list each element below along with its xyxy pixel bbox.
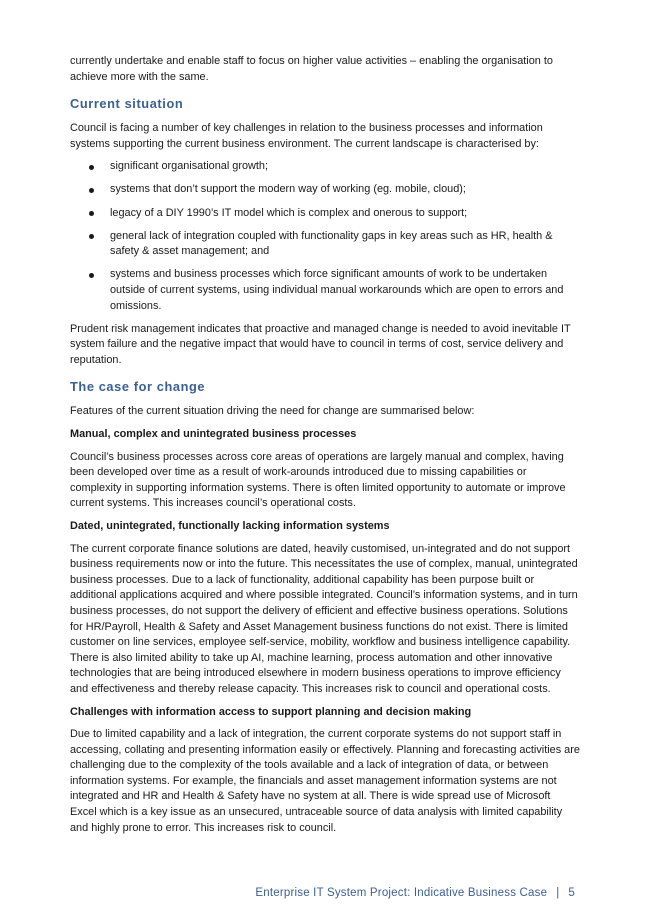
list-item — [70, 159, 580, 175]
footer-separator: | — [556, 887, 560, 899]
page-number: 5 — [568, 887, 575, 899]
footer-title: Enterprise IT System Project: Indicative Business Case — [255, 887, 548, 899]
case-for-change-intro: Features of the current situation driving the need for change are summarised below: — [70, 405, 475, 418]
list-item — [70, 206, 580, 222]
current-situation-intro: Council is facing a number of key challenges in relation to the business processes and information systems supporting the current business environment. The current landscape is characterised by: — [70, 122, 543, 150]
body-information-access: Due to limited capability and a lack of integration, the current corporate systems do not support staff in accessing, collating and presenting information easily or effectively. Planning and forecasting activities are challenging due to the complexity of the tools available and a lack of integration of data, or between information systems. For example, the financials and asset management information systems are not integrated and HR and Health & Safety have no system at all. There is wide spread use of Microsoft Excel which is a key issue as an unsecured, untraceable source of data analysis with limited capability and highly prone to error. This increases risk to council. — [70, 728, 580, 834]
list-item-text: legacy of a DIY 1990’s IT model which is complex and onerous to support; — [110, 206, 468, 219]
bullet-icon — [89, 234, 94, 239]
list-item — [70, 182, 580, 198]
list-item-text: systems that don’t support the modern way of working (eg. mobile, cloud); — [110, 183, 466, 196]
subheading-manual-processes: Manual, complex and unintegrated business processes — [70, 428, 357, 440]
intro-continuation: currently undertake and enable staff to focus on higher value activities – enabling the organisation to achieve more with the same. — [70, 55, 553, 83]
bullet-icon — [89, 188, 94, 193]
bullet-icon — [89, 273, 94, 278]
body-manual-processes: Council’s business processes across core areas of operations are largely manual and complex, having been developed over time as a result of work-arounds introduced due to missing capabilities or complexity in supporting information systems. There is often limited opportunity to automate or improve current systems. This increases council’s operational costs. — [70, 450, 566, 510]
list-item — [70, 229, 580, 260]
list-item-text: significant organisational growth; — [110, 160, 269, 173]
bullet-icon — [89, 211, 94, 216]
heading-current-situation: Current situation — [70, 96, 184, 112]
list-item-text: systems and business processes which force significant amounts of work to be undertaken outside of current systems, using individual manual workarounds which are open to errors and omissions. — [110, 268, 564, 312]
heading-case-for-change: The case for change — [70, 379, 206, 395]
body-dated-systems: The current corporate finance solutions are dated, heavily customised, un-integrated and do not support business requirements now or into the future. This necessitates the use of complex, manual, unintegrated business processes. Due to a lack of functionality, additional capability has been purpose built or additional applications acquired and where possible integrated. Council’s information systems, and in turn business processes, do not support the delivery of efficient and effective business operations. Solutions for HR/Payroll, Health & Safety and Asset Management business functions do not exist. There is limited customer on line services, employee self-service, mobility, workflow and business intelligence capability. There is also limited ability to take up AI, machine learning, process automation and other innovative technologies that are being introduced elsewhere in modern business operations to improve efficiency and effectiveness and thereby release capacity. This increases risk to council and operational costs. — [70, 542, 578, 695]
page-footer — [255, 887, 575, 899]
subheading-dated-systems: Dated, unintegrated, functionally lacking information systems — [70, 519, 390, 532]
page-content — [70, 54, 580, 843]
list-item-text: general lack of integration coupled with functionality gaps in key areas such as HR, health & safety & asset management; and — [110, 229, 553, 258]
bullet-icon — [89, 165, 94, 170]
list-item — [70, 267, 580, 314]
challenge-list — [70, 159, 580, 314]
subheading-information-access: Challenges with information access to support planning and decision making — [70, 705, 472, 718]
current-situation-closing: Prudent risk management indicates that proactive and managed change is needed to avoid inevitable IT system failure and the negative impact that would have to council in terms of cost, service delivery and reputation. — [70, 322, 571, 366]
